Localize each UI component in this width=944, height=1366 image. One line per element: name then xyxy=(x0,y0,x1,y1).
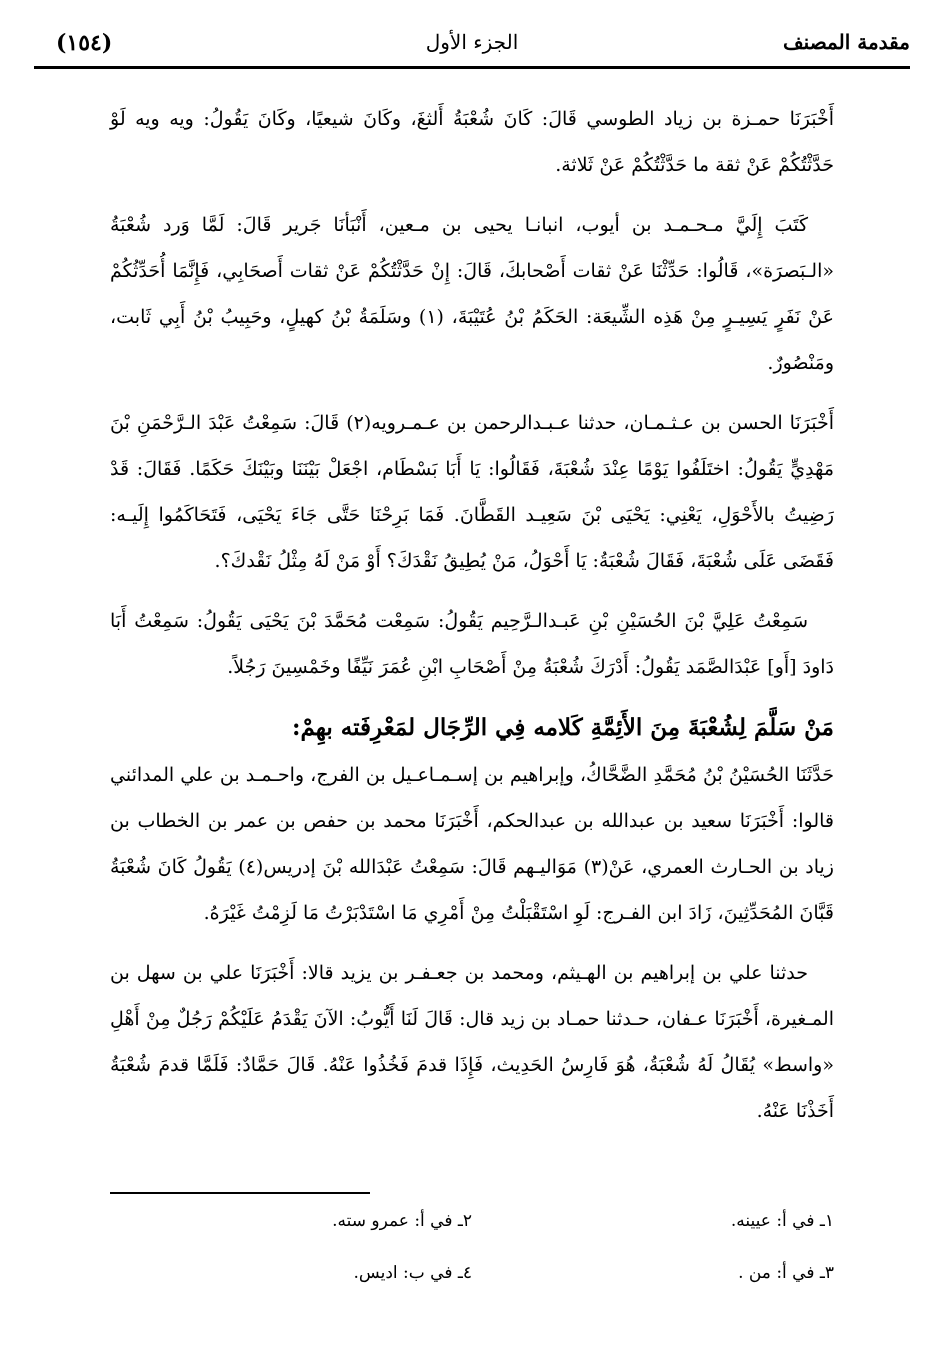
main-text xyxy=(110,96,834,1148)
footnote: ١ـ في أ: عيينه. xyxy=(730,1211,834,1231)
footnote: ٣ـ في أ: من . xyxy=(738,1263,834,1283)
subheading: مَنْ سَلَّمَ لِشُعْبَةَ مِنَ الأَئِمَّةِ كَلامه فِي الرِّجَال لمَعْرِفَته بهِمْ: xyxy=(291,714,834,741)
paragraph: كَتَبَ إِلَيَّ مـحـمـد بن أيوب، انبانـا يحيى بن مـعين، أَنْبَأنَا جَرير قَالَ: لَمَّا وَرد شُعْبَةُ «الـبَصرَة»، قَالُوا: حَدِّثْنَا عَنْ ثقات أَصْحابكَ، قَالَ: إِنْ حَدَّثْتُكُمْ عَنْ ثقات أَصحَابِي، فَإِنَّمَا أُحَدِّثُكُمْ عَنْ نَفَرٍ يَسِيـرٍ مِنْ هَذِه الشِّيعَة: الحَكَمُ بْنُ عُتَيْبَةَ، (١) وسَلَمَةُ بْنُ كهيلٍ، وحَبِيبُ بْنُ أَبِي ثَابت، ومَنْصُورٌ. xyxy=(110,214,834,374)
volume-title: الجزء الأول xyxy=(425,30,519,54)
footnote: ٤ـ في ب: اديس. xyxy=(353,1263,472,1283)
footnote-row xyxy=(110,1258,834,1310)
page-number: (١٥٤) xyxy=(56,30,113,56)
footnote-row xyxy=(110,1206,834,1258)
footnote-separator xyxy=(110,1192,370,1194)
page-header xyxy=(34,26,910,69)
paragraph: حدثنا علي بن إبراهيم بن الهـيثم، ومحمد بن جعـفـر بن يزيد قالا: أَخْبَرَنَا علي بن سهل بن المـغيرة، أَخْبَرَنَا عـفان، حـدثنا حمـاد بن زيد قال: قَالَ لَنَا أَيُّوبُ: الآنَ يَقْدَمُ عَلَيْكُمْ رَجُلٌ مِنْ أَهْلِ «واسط» يُقَالُ لَهُ شُعْبَةُ، هُوَ فَارِسُ الحَدِيث، فَإِذَا قدمَ فَخُذُوا عَنْهُ. قَالَ حَمَّادٌ: فَلَمَّا قدمَ شُعْبَةُ أَخَذْنَا عَنْهُ. xyxy=(110,962,834,1122)
footnote: ٢ـ في أ: عمرو سته. xyxy=(332,1211,472,1231)
footnotes xyxy=(110,1206,834,1310)
section-title: مقدمة المصنف xyxy=(782,30,910,54)
paragraph: أَخْبَرَنَا الحسن بن عـثـمـان، حدثنا عـبـدالرحمن بن عـمـرويه(٢) قَالَ: سَمِعْتُ عَبْدَ الـرَّحْمَنِ بْنَ مَهْدِيٍّ يَقُولُ: اختَلَفُوا يَوْمًا عِنْدَ شُعْبَةَ، فَقَالُوا: يَا أَبَا بَسْطَام، اجْعَلْ بَيْنَنَا وبَيْنَكَ حَكَمًا. فَقَالَ: قَدْ رَضِيتُ بالأَحْوَلِ، يَعْنِي: يَحْيَى بْنَ سَعِيـد القَطَّانَ. فَمَا بَرِحْنَا حَتَّى جَاءَ يَحْيَى، فَتَحَاكَمُوا إِلَيـه: فَقَضَى عَلَى شُعْبَةَ، فَقَالَ شُعْبَةُ: يَا أَحْوَلُ، مَنْ يُطِيقُ نَقْدَكَ؟ أَوْ مَنْ لَهُ مِثْلُ نَقْدكَ؟. xyxy=(110,412,835,572)
paragraph: سَمِعْتُ عَلِيَّ بْنَ الحُسَيْنِ بْنِ عَبـدالـرَّحِيم يَقُولُ: سَمِعْت مُحَمَّدَ بْنَ يَحْيَى يَقُولُ: سَمِعْتُ أَبَا دَاودَ [أَو] عَبْدَالصَّمَد يَقُولُ: أَدْرَكَ شُعْبَةُ مِنْ أَصْحَابِ ابْنِ عُمَرَ نَيِّفًا وخَمْسِينَ رَجُلاً. xyxy=(110,610,834,678)
paragraph: أَخْبَرَنَا حمـزة بن زياد الطوسي قَالَ: كَانَ شُعْبَةُ أَلثغَ، وكَانَ شيعيًا، وكَانَ يَقُولُ: ويه ويه لَوْ حَدَّثْتُكُمْ عَنْ ثقة ما حَدَّثْتُكُمْ عَنْ ثَلاثة. xyxy=(110,108,834,176)
paragraph: حَدَّثَنَا الحُسَيْنُ بْنُ مُحَمَّدِ الضَّحَّاكُ، وإبراهيم بن إسـمـاعـيل بن الفرج، واحـمـد بن علي المدائني قالوا: أَخْبَرَنَا سعيد بن عبدالله بن عبدالحكم، أَخْبَرَنَا محمد بن حفص بن عمر بن الخطاب بن زياد بن الحـارث العمري، عَنْ(٣) مَوَاليـهم قَالَ: سَمِعْتُ عَبْدَالله بْنَ إدريس(٤) يَقُولُ كَانَ شُعْبَةُ قَبَّانَ المُحَدِّثِينَ، زَادَ ابن الفـرج: لَوِ اسْتَقْبَلْتُ مِنْ أَمْرِي مَا اسْتَدْبَرْتُ مَا لَزِمْتُ غَيْرَهُ. xyxy=(110,764,834,924)
